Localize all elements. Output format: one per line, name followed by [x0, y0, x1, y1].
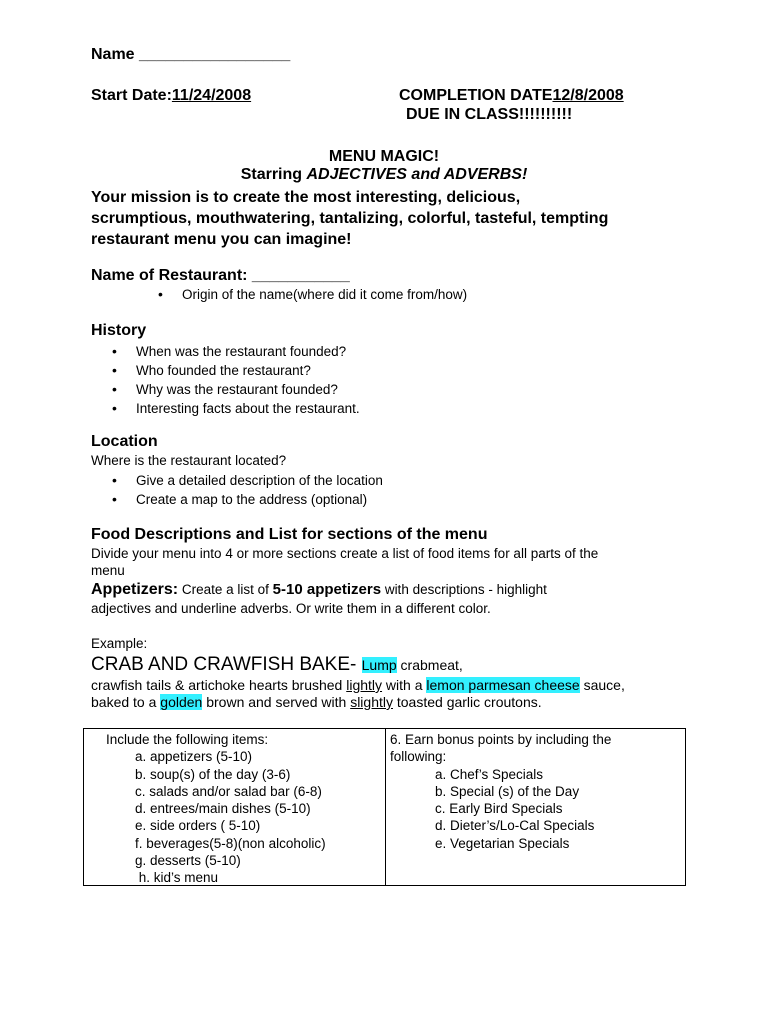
location-intro: Where is the restaurant located? [91, 453, 287, 468]
list-item: f. beverages(5-8)(non alcoholic) [135, 835, 326, 851]
list-item: c. salads and/or salad bar (6-8) [135, 783, 322, 799]
appetizers-label: Appetizers: [91, 581, 179, 598]
appetizers-line2: adjectives and underline adverbs. Or write them in a different color. [91, 601, 491, 616]
start-date [91, 87, 251, 105]
due-in-class: DUE IN CLASS!!!!!!!!!! [406, 106, 573, 123]
table-right-title: following: [390, 749, 447, 765]
mission-line: Your mission is to create the most interesting, delicious, [91, 189, 521, 206]
appetizers-count: 5-10 appetizers [272, 581, 382, 598]
appetizers-text: Create a list of [178, 582, 273, 597]
completion-date-value: 12/8/2008 [552, 87, 624, 104]
appetizers-text: with descriptions - highlight [381, 582, 547, 597]
title [0, 148, 768, 166]
highlighted-adjective: lemon parmesan cheese [426, 677, 580, 693]
table-left-column [106, 731, 326, 885]
list-item: h. kid’s menu [135, 870, 219, 886]
completion-date [399, 87, 624, 105]
list-item: d. Dieter’s/Lo-Cal Specials [435, 818, 595, 834]
list-item: c. Early Bird Specials [435, 801, 563, 817]
example-text: baked to a [91, 694, 161, 710]
list-item: • Give a detailed description of the location [110, 471, 383, 490]
list-item: g. desserts (5-10) [135, 853, 241, 869]
list-item: a. Chef’s Specials [435, 766, 544, 782]
start-date-value: 11/24/2008 [171, 87, 252, 104]
example-text: with a [382, 677, 427, 693]
underlined-adverb: slightly [350, 694, 393, 710]
list-item: • Interesting facts about the restaurant. [110, 399, 360, 418]
start-date-label: Start Date: [91, 87, 172, 104]
restaurant-bullets [156, 285, 467, 304]
list-item: b. soup(s) of the day (3-6) [135, 766, 291, 782]
highlighted-adjective: Lump [361, 657, 397, 673]
table-left-title: Include the following items: [106, 732, 269, 747]
table-right-title: 6. Earn bonus points by including the [390, 732, 612, 747]
appetizers-line [91, 581, 547, 599]
example-text: sauce, [579, 677, 625, 693]
mission-statement [91, 187, 608, 250]
list-item: • Who founded the restaurant? [110, 361, 360, 380]
example-text: crabmeat, [396, 657, 463, 673]
list-item: e. Vegetarian Specials [435, 835, 570, 851]
food-intro-line: Divide your menu into 4 or more sections create a list of food items for all parts of the [91, 546, 599, 561]
example-dish-line [91, 654, 463, 676]
name-field-label: Name _________________ [91, 46, 291, 63]
location-heading: Location [91, 433, 158, 450]
example-line3 [91, 694, 542, 710]
completion-date-label: COMPLETION DATE [399, 87, 553, 104]
list-item: • Why was the restaurant founded? [110, 380, 360, 399]
food-intro-line: menu [91, 563, 125, 578]
example-text: crawfish tails & artichoke hearts brushed [91, 677, 347, 693]
example-text: toasted garlic croutons. [392, 694, 542, 710]
list-item: • When was the restaurant founded? [110, 342, 360, 361]
food-heading: Food Descriptions and List for sections of the menu [91, 526, 488, 543]
restaurant-heading: Name of Restaurant: ___________ [91, 267, 350, 284]
underlined-adverb: lightly [346, 677, 383, 693]
table-right-list [390, 766, 611, 852]
subtitle [0, 166, 768, 184]
example-text: brown and served with [202, 694, 351, 710]
requirements-table [83, 728, 686, 886]
history-heading: History [91, 322, 147, 339]
list-item: • Create a map to the address (optional) [110, 490, 383, 509]
highlighted-adjective: golden [160, 694, 203, 710]
table-right-column [390, 731, 611, 885]
table-divider [385, 729, 386, 885]
subtitle-prefix: Starring [240, 166, 307, 183]
mission-line: scrumptious, mouthwatering, tantalizing, colorful, tasteful, tempting [91, 210, 609, 227]
example-dish-title: CRAB AND CRAWFISH BAKE- [91, 654, 362, 675]
list-item: a. appetizers (5-10) [135, 749, 253, 765]
title-line1: MENU MAGIC! [328, 148, 440, 165]
list-item: b. Special (s) of the Day [435, 783, 580, 799]
location-bullets [110, 471, 383, 509]
list-item: d. entrees/main dishes (5-10) [135, 801, 311, 817]
table-left-list [106, 748, 326, 886]
list-item: • Origin of the name(where did it come from/how) [156, 285, 467, 304]
subtitle-italic: ADJECTIVES and ADVERBS! [306, 166, 528, 183]
list-item: e. side orders ( 5-10) [135, 818, 261, 834]
example-label: Example: [91, 636, 148, 651]
mission-line: restaurant menu you can imagine! [91, 231, 352, 248]
example-line2 [91, 677, 625, 693]
history-bullets [110, 342, 360, 418]
food-intro [91, 545, 598, 579]
